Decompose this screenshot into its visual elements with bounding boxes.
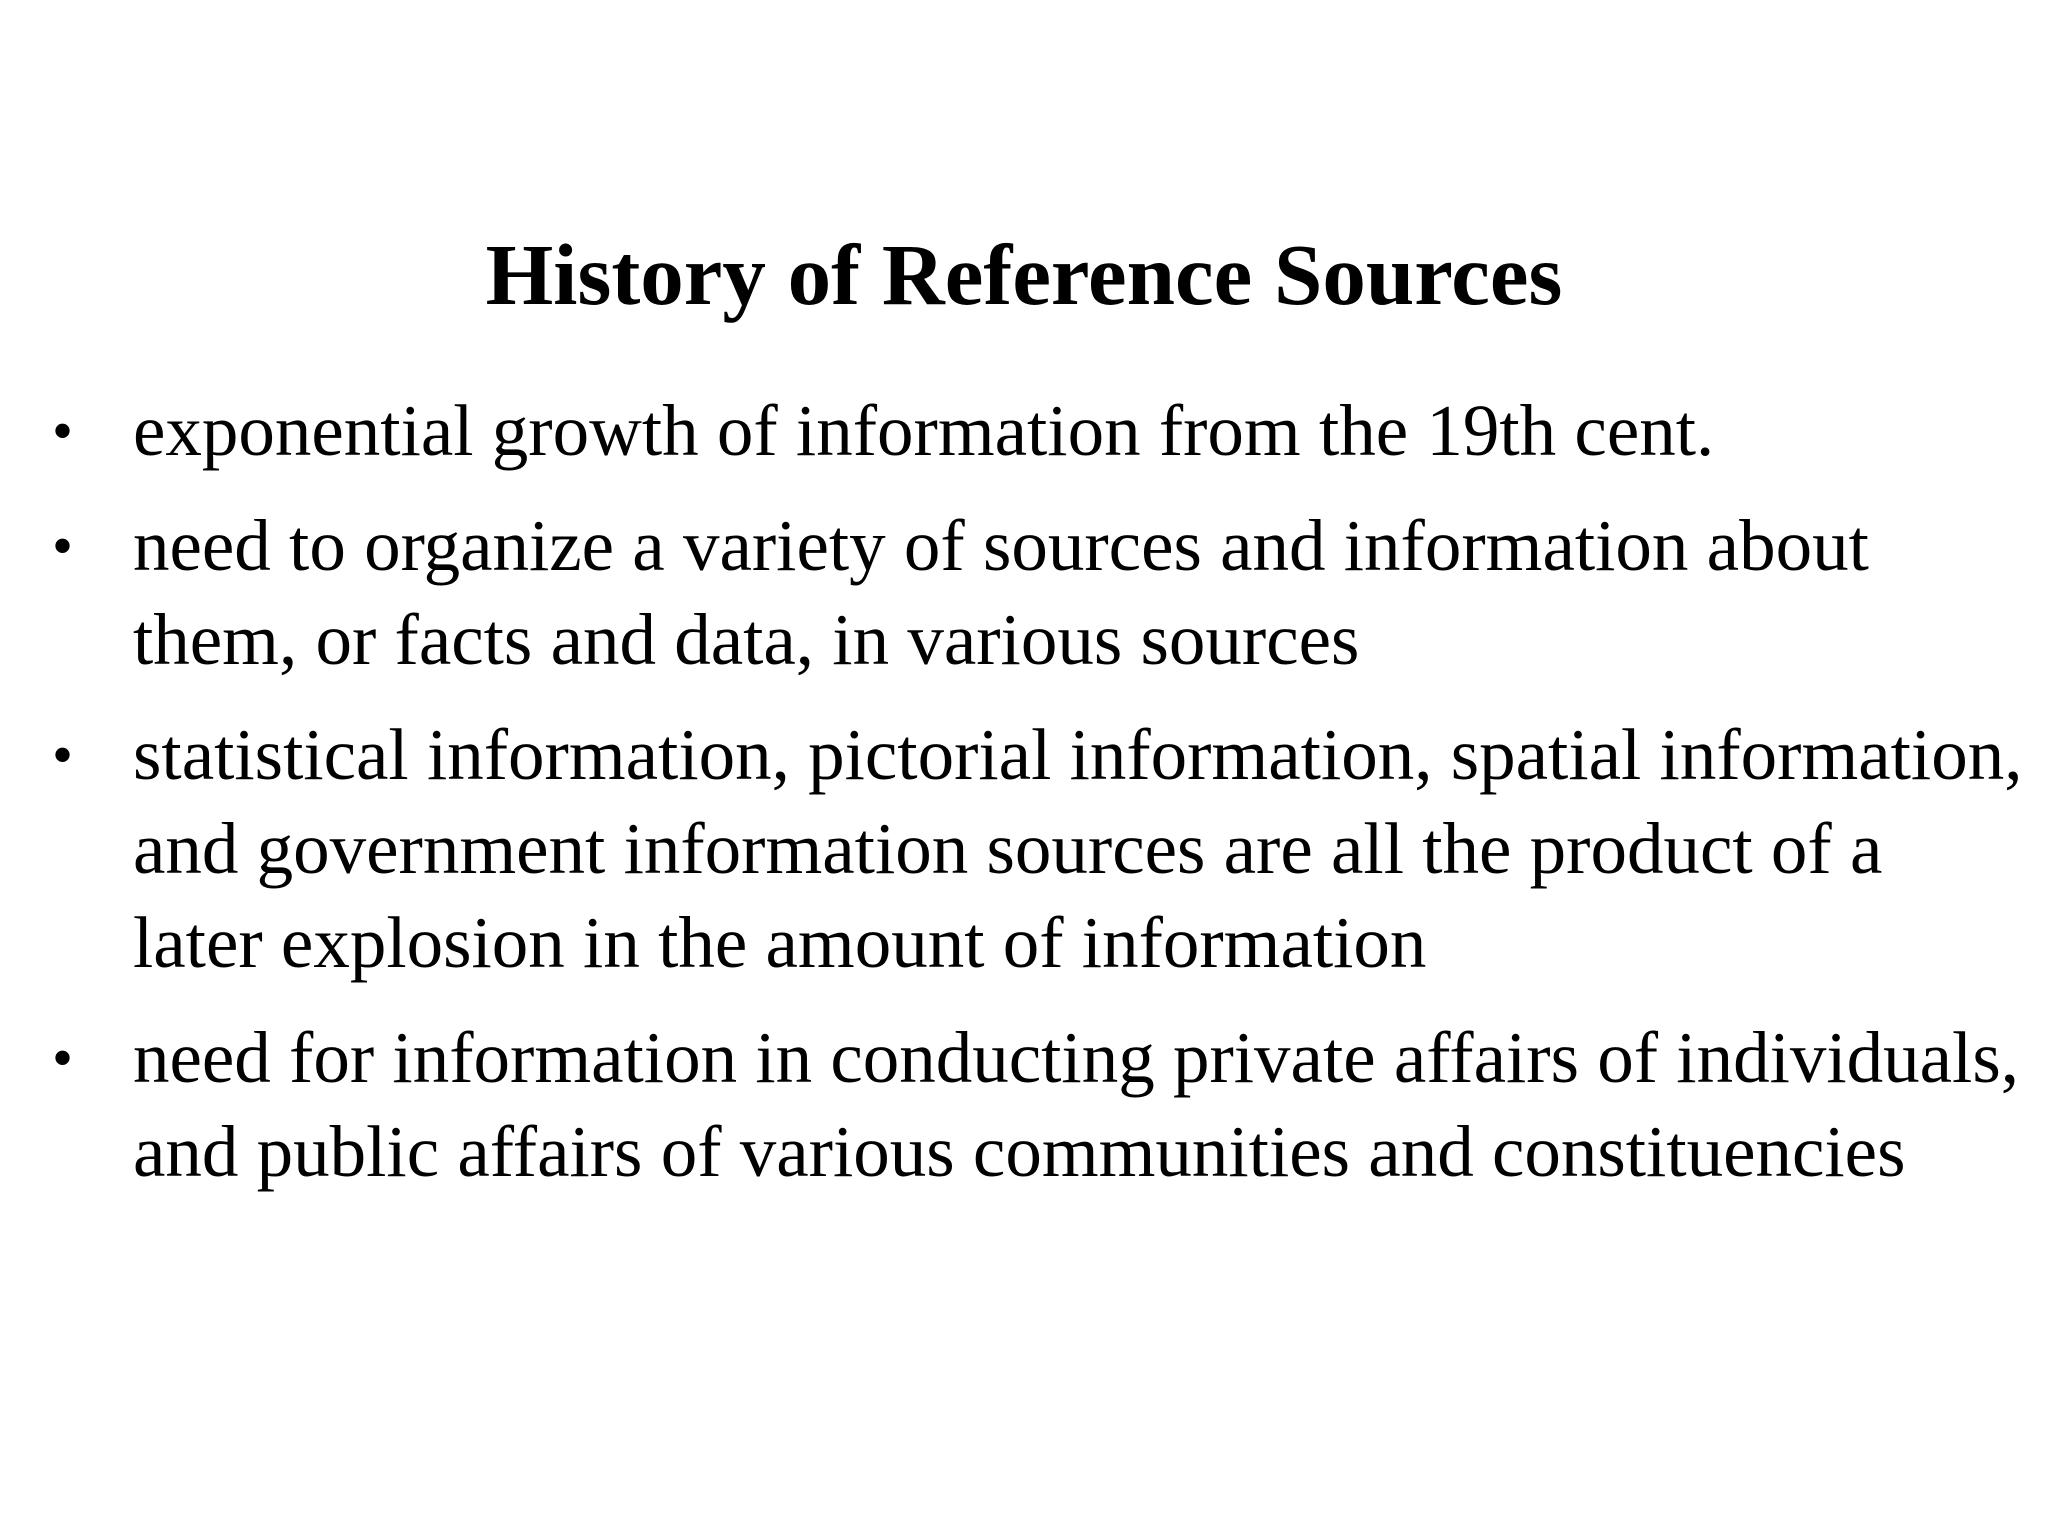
bullet-text: exponential growth of information from the 19th cent. (133, 390, 1715, 471)
bullet-item (0, 384, 2048, 478)
bullet-item (0, 1011, 2048, 1199)
bullet-text: statistical information, pictorial information, spatial information, and government information sources are all the product of a later explosion in the amount of information (133, 714, 2023, 983)
bullet-text: need for information in conducting private affairs of individuals, and public affairs of various communities and constituencies (133, 1017, 2019, 1192)
bullet-item (0, 708, 2048, 990)
bullet-icon: • (52, 513, 74, 579)
bullet-text: need to organize a variety of sources and information about them, or facts and data, in various sources (133, 505, 1869, 680)
bullet-list (0, 384, 2048, 1220)
bullet-icon: • (52, 398, 74, 464)
bullet-item (0, 499, 2048, 687)
bullet-icon: • (52, 1025, 74, 1091)
slide-title: History of Reference Sources (485, 226, 1563, 323)
bullet-icon: • (52, 722, 74, 788)
